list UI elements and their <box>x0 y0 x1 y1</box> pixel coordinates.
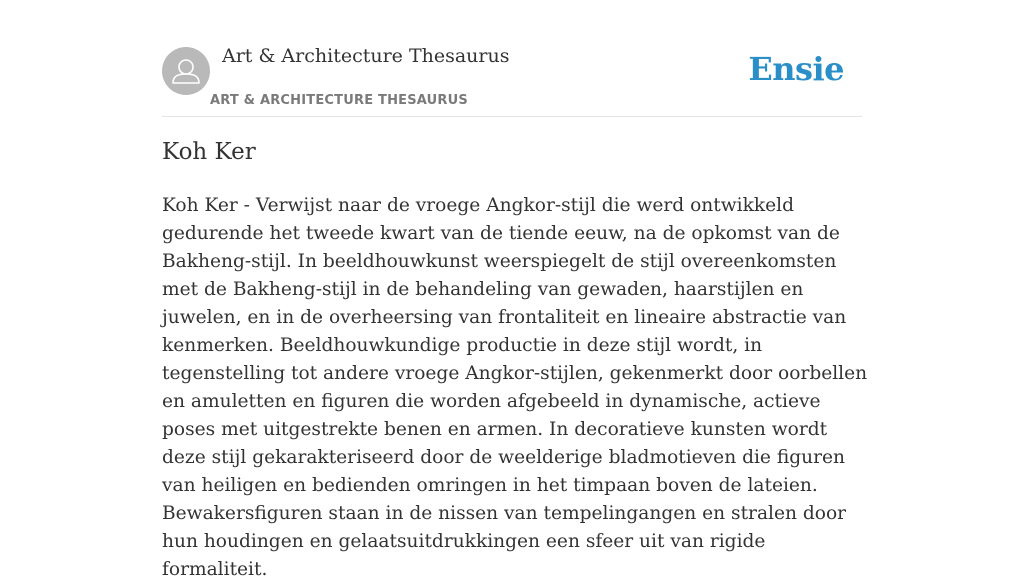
source-title[interactable]: Art & Architecture Thesaurus <box>222 45 510 67</box>
ensie-logo[interactable]: Ensie <box>748 50 844 88</box>
definition-text: Koh Ker - Verwijst naar de vroege Angkor-stijl die werd ontwikkeld gedurende het tweede kwart van de tiende eeuw, na de opkomst van de Bakheng-stijl. In beeldhouwkunst weerspiegelt de stijl overeenkomsten met de Bakheng-stijl in de behandeling van gewaden, haarstijlen en juwelen, en in de overheersing van frontaliteit en lineaire abstractie van kenmerken. Beeldhouwkundige productie in deze stijl wordt, in tegenstelling tot andere vroege Angkor-stijlen, gekenmerkt door oorbellen en amuletten en figuren die worden afgebeeld in dynamische, actieve poses met uitgestrekte benen en armen. In decoratieve kunsten wordt deze stijl gekarakteriseerd door de weelderige bladmotieven die figuren van heiligen en bedienden omringen in het timpaan boven de lateien. Bewakersfiguren staan in de nissen van tempelingangen en stralen door hun houdingen en gelaatsuitdrukkingen een sfeer uit van rigide formaliteit. <box>162 195 868 580</box>
page-title: Koh Ker <box>162 139 256 165</box>
source-header <box>162 40 862 117</box>
user-silhouette-icon[interactable] <box>162 47 210 95</box>
source-subtitle[interactable]: ART & ARCHITECTURE THESAURUS <box>210 93 468 108</box>
